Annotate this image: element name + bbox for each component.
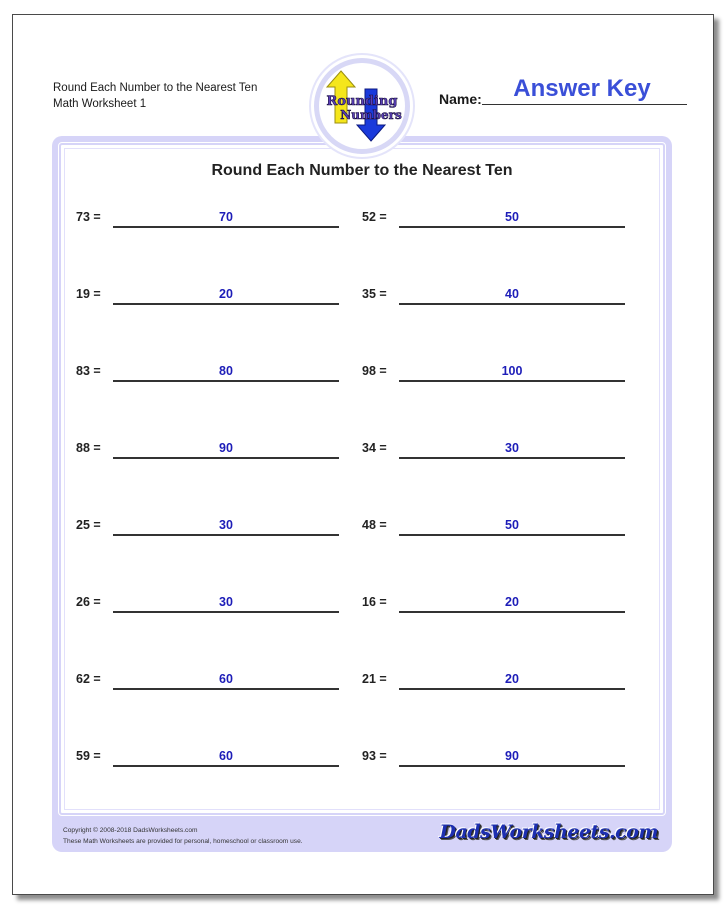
problem-answer: 70: [219, 210, 233, 224]
copyright-text: Copyright © 2008-2018 DadsWorksheets.com: [63, 827, 198, 834]
worksheet-title: Round Each Number to the Nearest Ten: [211, 162, 513, 179]
answer-line: [399, 303, 625, 305]
up-down-arrows-icon: [319, 63, 405, 149]
problem-item: [76, 672, 346, 702]
problem-question: 26 =: [76, 595, 101, 609]
problem-question: 83 =: [76, 364, 101, 378]
header-subtitle: Math Worksheet 1: [53, 98, 147, 110]
problem-question: 98 =: [362, 364, 387, 378]
rounding-numbers-logo: [314, 58, 410, 154]
problem-item: [76, 287, 346, 317]
problem-answer: 50: [505, 210, 519, 224]
problem-item: [362, 518, 632, 548]
problem-answer: 90: [219, 441, 233, 455]
name-field-underline: [482, 104, 687, 105]
footer-copyright: [63, 825, 303, 847]
problem-answer: 30: [219, 518, 233, 532]
problem-answer: 90: [505, 749, 519, 763]
problem-item: [76, 364, 346, 394]
problem-answer: 80: [219, 364, 233, 378]
answer-line: [399, 226, 625, 228]
problem-item: [76, 749, 346, 779]
answer-line: [113, 380, 339, 382]
problem-question: 88 =: [76, 441, 101, 455]
svg-text:Numbers: Numbers: [340, 108, 402, 122]
answer-line: [399, 380, 625, 382]
problem-item: [362, 595, 632, 625]
answer-line: [113, 611, 339, 613]
problem-question: 52 =: [362, 210, 387, 224]
problem-item: [76, 518, 346, 548]
answer-line: [113, 765, 339, 767]
problem-answer: 50: [505, 518, 519, 532]
problem-answer: 20: [505, 595, 519, 609]
problem-question: 48 =: [362, 518, 387, 532]
problem-question: 35 =: [362, 287, 387, 301]
answer-line: [399, 457, 625, 459]
problem-question: 16 =: [362, 595, 387, 609]
problem-question: 59 =: [76, 749, 101, 763]
svg-text:Rounding: Rounding: [326, 94, 398, 109]
answer-line: [113, 226, 339, 228]
problem-answer: 20: [505, 672, 519, 686]
problem-item: [362, 672, 632, 702]
usage-notice: These Math Worksheets are provided for personal, homeschool or classroom use.: [63, 838, 303, 845]
answer-line: [399, 534, 625, 536]
answer-line: [113, 303, 339, 305]
problem-area: [59, 143, 665, 815]
problem-item: [362, 441, 632, 471]
worksheet-header-info: [53, 80, 257, 112]
name-field-value: Answer Key: [513, 75, 651, 102]
problem-question: 62 =: [76, 672, 101, 686]
problem-answer: 100: [501, 364, 523, 378]
problem-answer: 60: [219, 672, 233, 686]
problem-item: [362, 287, 632, 317]
answer-line: [113, 534, 339, 536]
answer-line: [399, 611, 625, 613]
answer-line: [113, 457, 339, 459]
problem-question: 19 =: [76, 287, 101, 301]
problem-answer: 30: [219, 595, 233, 609]
problem-question: 34 =: [362, 441, 387, 455]
problem-item: [76, 595, 346, 625]
answer-line: [399, 765, 625, 767]
dadsworksheets-logo: DadsWorksheets.com: [439, 821, 658, 843]
problem-answer: 30: [505, 441, 519, 455]
problem-answer: 20: [219, 287, 233, 301]
header-title: Round Each Number to the Nearest Ten: [53, 82, 258, 94]
problem-question: 93 =: [362, 749, 387, 763]
answer-line: [113, 688, 339, 690]
problem-question: 25 =: [76, 518, 101, 532]
problem-item: [362, 749, 632, 779]
problem-question: 21 =: [362, 672, 387, 686]
name-label: Name:: [439, 91, 482, 107]
problem-item: [362, 364, 632, 394]
answer-line: [399, 688, 625, 690]
problem-answer: 40: [505, 287, 519, 301]
problem-answer: 60: [219, 749, 233, 763]
worksheet-frame: [52, 136, 672, 852]
problem-item: [362, 210, 632, 240]
problem-item: [76, 441, 346, 471]
problem-question: 73 =: [76, 210, 101, 224]
problem-item: [76, 210, 346, 240]
